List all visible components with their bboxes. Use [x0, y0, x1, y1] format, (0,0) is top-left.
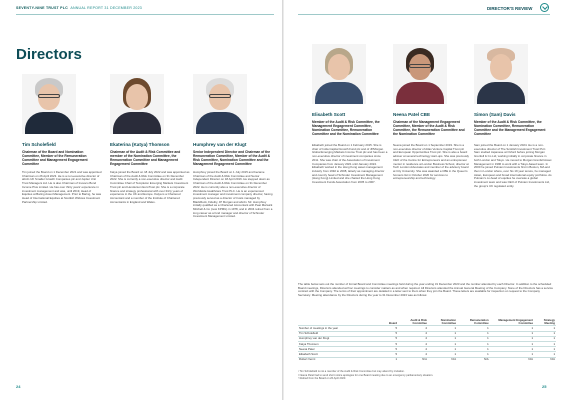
table-cell: 1: [457, 336, 490, 341]
table-cell: 5: [388, 336, 398, 341]
table-cell: 1: [490, 352, 534, 357]
table-cell: 5: [388, 326, 398, 331]
column-header: Board: [389, 320, 398, 325]
table-cell: 5: [388, 352, 398, 357]
director-name: Simon (Sam) Davis: [474, 112, 516, 117]
table-cell: N/A: [398, 357, 428, 362]
director-photo: [393, 44, 447, 104]
director-bio: Katya joined the Board on 18 July 2022 and was appointed as Chairman of the Audit & Risk Committee on 31 December 2022. She is currently a non-executive director and Audit Committee Chair of Templeton Emerging Markets Investment Trust plc and Henderson EuroTrust plc. She is a corporate finance and strategy professional with over thirty years of experience in the UK and Europe. Katya is a Chartered Accountant and a member of the Institute of Chartered Accountants in England and Wales.: [110, 170, 190, 204]
director-name: Ekaterina (Katya) Thomson: [110, 142, 170, 147]
director-bio: Tim joined the Board on 1 December 2021 and was appointed Chairman on 26 April 2023. He is a non-executive director of abrdn UK Smaller Growth Companies plc and Jupiter Unit Trust Managers Ltd. He is also Chairman of Invesco Bond Income Plus Limited. He has over thirty years' experience in investment management and was, until 2019, Head of Equities at Baring Asset Management. Prior to Baring, he was Head of International Equities at Scottish Widows Investment Partnership Limited.: [22, 170, 102, 204]
chevron-down-icon[interactable]: [540, 3, 549, 12]
column-header: [298, 318, 388, 326]
table-cell: N/A: [534, 357, 556, 362]
director-role: Chairman of the Board and Nomination Committee, Member of the Remuneration Committee and Management Engagement Committee: [22, 150, 88, 167]
header-rule-left: [16, 14, 274, 15]
table-cell: 1: [534, 336, 556, 341]
director-name: Tim Scholefield: [22, 142, 56, 147]
header-brand: SEVENTY-NINE TRUST PLC ANNUAL REPORT 31 DECEMBER 2023: [16, 6, 142, 10]
director-bio: Neena joined the Board on 1 September 2019. She is a non-executive director of Atlas Venture Capital Trust plc and European Opportunities Trust plc. She is also a board adviser at several technology start-ups. She was previously CEO of the Centre for Entrepreneurs and an entrepreneur mentor in residence at London Business School, director at Tech London Advocates and member of the advisory board at City University. She was awarded a CBE in the Queen's honours list in October 2020 for services to entrepreneurship and technology.: [393, 143, 469, 181]
director-role: Chairman of the Audit & Risk Committee and member of the Nomination Committee, the Remuneration Committee and Management Engagement Committee: [110, 150, 181, 167]
row-label: Number of meetings in the year: [298, 326, 388, 331]
table-cell: 1: [428, 341, 457, 346]
table-cell: 1: [457, 331, 490, 336]
table-cell: 1: [428, 336, 457, 341]
director-role: Member of the Audit & Risk Committee, the Nomination Committee, Remuneration Committee and the Management Engagement Committee: [474, 120, 546, 137]
table-cell: N/A: [457, 357, 490, 362]
table-cell: 1: [490, 347, 534, 352]
director-photo: [193, 74, 247, 134]
table-cell: 1: [457, 352, 490, 357]
table-cell: 5: [388, 341, 398, 346]
director-name: Elisabeth Scott: [312, 112, 346, 117]
table-cell: 1: [490, 336, 534, 341]
page-number-right: 25: [542, 384, 547, 389]
director-photo: [474, 44, 528, 104]
table-cell: 5: [388, 347, 398, 352]
row-label: Katya Thomson: [298, 341, 388, 346]
table-cell: 1: [457, 347, 490, 352]
row-label: Humphrey van der Klugt: [298, 336, 388, 341]
footnote: ³ Retired from the Board on 26 April 2023.: [298, 377, 347, 380]
table-cell: 1: [428, 331, 457, 336]
table-cell: 5: [388, 331, 398, 336]
table-cell: 1: [534, 352, 556, 357]
column-header: Nomination Committee: [440, 317, 457, 325]
director-role: Chairman of the Management Engagement Committee, Member of the Audit & Risk Committee, the Remuneration Committee and the Nomination Committee: [393, 120, 465, 137]
director-bio: Elisabeth joined the Board on 1 February 2015. She is chair of India Capital Growth Fund plc and of JPMorgan Global Emerging Markets Income Trust plc and has been a non-executive director of investment companies since 2011. She was chair of the Association of Investment Companies from January 2021 until January 2024. Elisabeth worked in the Hong Kong asset management industry from 1992 to 2008, latterly as managing director and country head of Schroder Investment Management (Hong Kong) Limited and she chaired the Hong Kong Investment Funds Association from 2005 to 2007.: [312, 143, 388, 185]
attendance-intro: The table below sets out the number of formal Board and Committee meetings held during the year ending 31 December 2023 and the number attended by each Director. In addition to the scheduled Board meetings, Directors attended ad hoc meetings to consider matters as and when required. All Directors attended the Annual General Meeting of the Company. None of the Directors has a service contract with the Company. The terms of their appointment are detailed in a letter sent to them when they join the Board. These letters are available for inspection on request to the Company Secretary. Meeting attendance by the Directors during the year to 31 December 2023 was as follows:: [298, 282, 553, 298]
table-cell: 4: [398, 326, 428, 331]
table-cell: N/A: [428, 357, 457, 362]
table-cell: 1: [534, 331, 556, 336]
table-cell: 1: [534, 347, 556, 352]
table-cell: 4: [398, 331, 428, 336]
director-role: Member of the Audit & Risk Committee, the Management Engagement Committee, Nomination Committee, Remuneration Committee and the Nomination Committee: [312, 120, 380, 137]
table-cell: 1: [490, 331, 534, 336]
table-cell: 1: [457, 326, 490, 331]
table-cell: 1: [428, 347, 457, 352]
director-name: Humphrey van der Klugt: [193, 142, 247, 147]
attendance-table: [298, 318, 556, 362]
row-label: Robert Venn¹: [298, 357, 388, 362]
table-row: [298, 357, 556, 362]
column-header: Strategy Meeting: [543, 317, 555, 325]
table-cell: 4: [398, 336, 428, 341]
column-header: Remuneration Committee: [469, 317, 489, 325]
table-cell: 1: [490, 326, 534, 331]
table-cell: 1: [428, 326, 457, 331]
director-photo: [22, 74, 76, 134]
table-cell: 1: [534, 326, 556, 331]
page-title: Directors: [16, 46, 82, 63]
table-cell: 4: [398, 341, 428, 346]
director-name: Neena Patel CBE: [393, 112, 431, 117]
director-role: Senior Independent Director and Chairman of the Remuneration Committee, Member of the Audit & Risk Committee, Nomination Committee and the Management Engagement Committee: [193, 150, 271, 167]
table-cell: 1: [428, 352, 457, 357]
section-label: DIRECTOR'S REVIEW: [487, 6, 533, 11]
row-label: Neena Patel: [298, 347, 388, 352]
table-cell: 1: [490, 341, 534, 346]
director-bio: Sam joined the Board on 1 January 2024. He is a non-executive director of The Scottish Investment Trust PLC. Sam studied Japanese at Oxford before joining Morgan Grenfell & Co Ltd, working initially in corporate finance in both London and Tokyo. He moved to Morgan Grenfell Asset Management in 1996 to work with a Tokyo-based team. In 2000 he joined Putnam Investments first in Boston, MA and then in London where, over his 19 year tenure, he managed Asian, European and broad international equity portfolios. As Putnam's co-head of equities he oversaw a global investment team and was CEO of Putnam Investments Ltd, the group's UK regulated entity.: [474, 143, 552, 188]
header-rule-right: [298, 14, 550, 15]
page-number-left: 24: [16, 384, 21, 389]
table-cell: 1: [534, 341, 556, 346]
footnote: ² Neena Patel had to send short notice apologies for one Board meeting due to an emergency parliamentary situation.: [298, 373, 434, 377]
table-cell: N/A: [490, 357, 534, 362]
table-cell: 1: [388, 357, 398, 362]
director-bio: Humphrey joined the Board on 1 July 2015 and became Chairman of the Audit & Risk Committee and Senior Independent Director on 18 April 2016. He stepped down as Chairman of the Audit & Risk Committee on 31 December 2022. He is currently also a non-executive director of Worldwide Healthcare Trust PLC. He is an experienced investment manager and investment company director, having previously served as a director of trusts managed by BlackRock, Fidelity, JP Morgan and abrdn. Mr. Humphrey initially qualified as a Chartered Accountant with Peat Marwick Mitchell & Co (now KPMG) in 1978, and in 2004 retired from a long career as a fund manager and director of Schroder Investment Management Limited.: [193, 170, 273, 219]
column-header: Management Engagement Committee: [498, 317, 533, 325]
row-label: Elisabeth Scott: [298, 352, 388, 357]
table-cell: 4: [398, 352, 428, 357]
page-gutter: [282, 0, 284, 400]
table-header-row: [298, 318, 556, 326]
table-cell: 4: [398, 347, 428, 352]
row-label: Tim Scholefield: [298, 331, 388, 336]
director-photo: [312, 44, 366, 104]
footnote: ¹ Tim Scholefield is not a member of the Audit & Risk Committee but may attend by invitation.: [298, 370, 405, 373]
table-cell: 1: [457, 341, 490, 346]
column-header: Audit & Risk Committee: [410, 317, 427, 325]
director-photo: [110, 74, 164, 134]
